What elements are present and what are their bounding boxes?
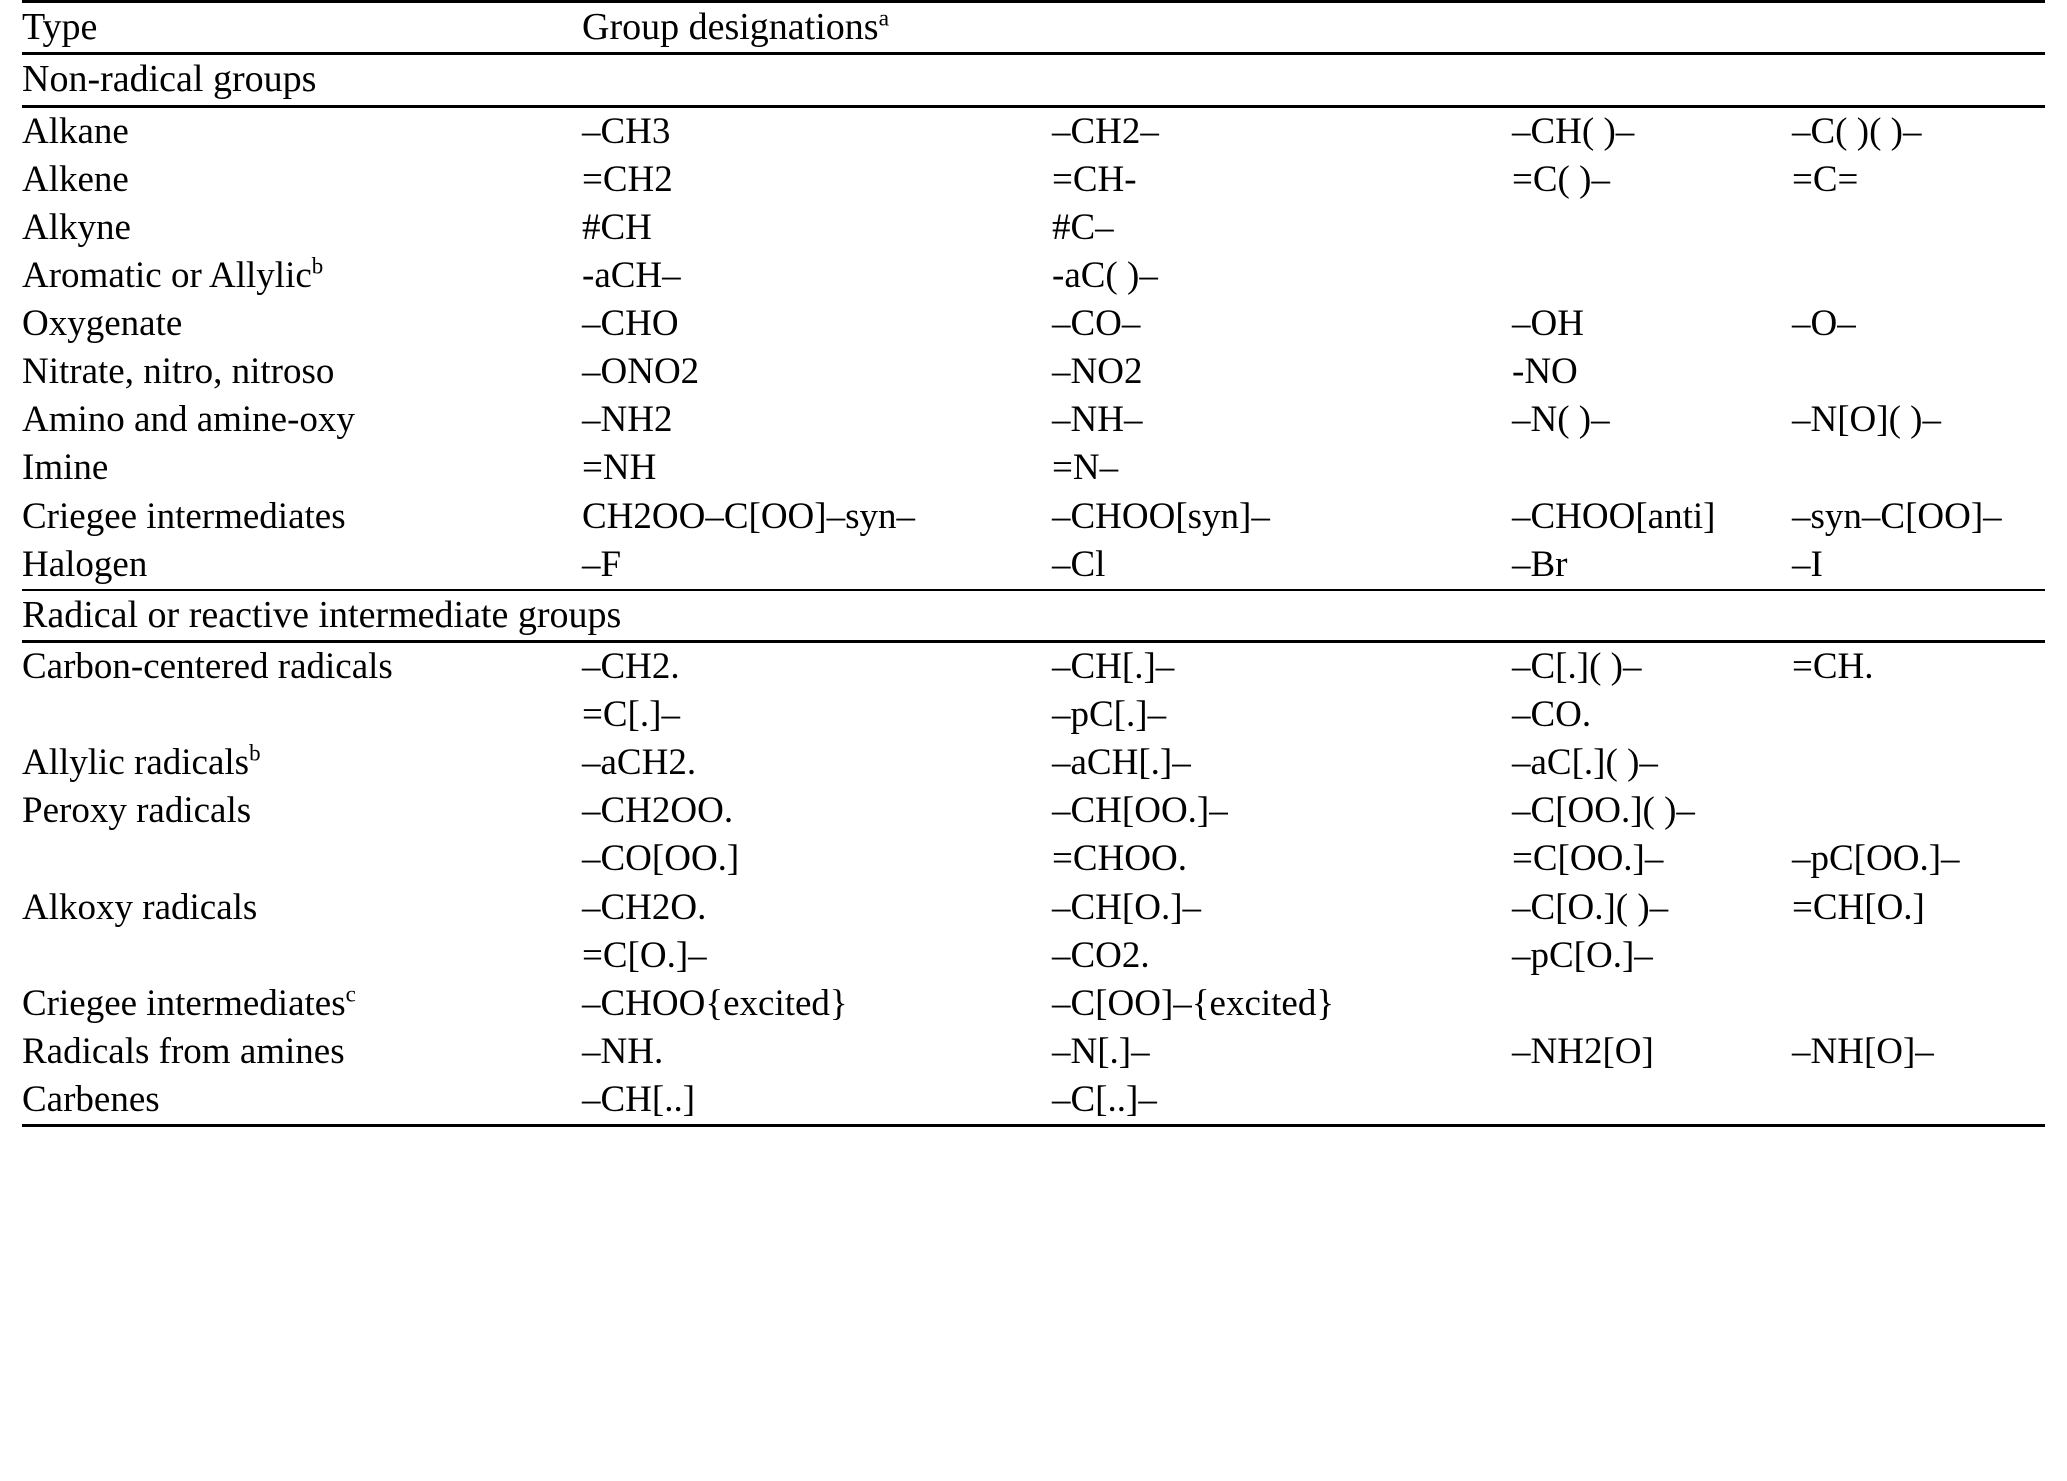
group-designation-4 (1792, 787, 2045, 835)
group-designation-3 (1512, 1076, 1792, 1126)
group-designation-4: –syn–C[OO]– (1792, 495, 2002, 537)
group-designation-1: –F (582, 543, 622, 585)
group-designation-4: –C( )( )– (1792, 110, 1922, 152)
group-designation-1: –ONO2 (582, 351, 700, 393)
group-designation-1: -aCH– (582, 255, 681, 297)
group-designation-2: =N– (1052, 447, 1119, 489)
group-designation-4 (1792, 252, 2045, 300)
group-designation-3 (1512, 980, 1792, 1028)
column-header-group-designations: Group designations$^a$ (582, 2, 2045, 54)
group-designation-4: –I (1792, 543, 1823, 585)
footnote-marker: c (345, 981, 356, 1007)
group-designation-2: –aCH[.]– (1052, 742, 1191, 784)
group-designation-1: –NH2 (582, 399, 673, 441)
group-designation-3: –C[OO.]( )– (1512, 790, 1695, 832)
table-row (22, 204, 2045, 252)
group-designation-1: –CO[OO.] (582, 838, 740, 880)
group-designation-1: =C[.]– (582, 694, 680, 736)
table-row (22, 835, 2045, 883)
section-title: Radical or reactive intermediate groups (22, 590, 2045, 642)
group-designation-2: –NH– (1052, 399, 1143, 441)
section-title: Non-radical groups (22, 54, 2045, 106)
group-designation-2: -aC( )– (1052, 255, 1158, 297)
row-type-label: Criegee intermediates (22, 495, 346, 537)
footnote-marker: b (249, 740, 261, 766)
group-designation-3 (1512, 252, 1792, 300)
group-designation-3: –C[.]( )– (1512, 646, 1642, 688)
row-type-label: Allylic radicals$^b$ (22, 740, 261, 784)
row-type-label: Alkyne (22, 206, 131, 248)
group-designation-4: =CH[O.] (1792, 886, 1925, 928)
section-header-row (22, 590, 2045, 642)
table-row (22, 884, 2045, 932)
group-designation-1: #CH (582, 206, 652, 248)
group-designation-3: -NO (1512, 351, 1578, 393)
group-designation-4: =CH. (1792, 646, 1874, 688)
group-designation-4 (1792, 739, 2045, 787)
group-designation-1: –CH[..] (582, 1076, 1052, 1126)
group-designation-2: =CH- (1052, 158, 1137, 200)
group-designation-2: –CH[O.]– (1052, 886, 1202, 928)
group-designation-4 (1792, 204, 2045, 252)
group-designation-1: –CH2O. (582, 886, 707, 928)
group-designation-2: –Cl (1052, 543, 1106, 585)
table-row (22, 1076, 2045, 1126)
table-row (22, 787, 2045, 835)
row-type-label: Imine (22, 447, 109, 489)
table-header-row (22, 2, 2045, 54)
group-designation-1: –CHO (582, 303, 679, 345)
group-designation-1: =NH (582, 447, 657, 489)
group-designation-2: –N[.]– (1052, 1030, 1150, 1072)
row-type-label: Radicals from amines (22, 1030, 345, 1072)
table-row (22, 444, 2045, 492)
row-type-label: Aromatic or Allylic$^b$ (22, 253, 324, 297)
group-designation-4: =C= (1792, 158, 1859, 200)
group-designation-4 (1792, 444, 2045, 492)
group-designation-3: –pC[O.]– (1512, 934, 1653, 976)
table-row (22, 980, 2045, 1028)
row-type-label: Amino and amine-oxy (22, 399, 355, 441)
row-type-label: Peroxy radicals (22, 790, 252, 832)
group-designation-3: –aC[.]( )– (1512, 742, 1658, 784)
footnote-marker: b (311, 253, 324, 279)
group-designation-1: =C[O.]– (582, 934, 707, 976)
group-designation-4 (1792, 932, 2045, 980)
table-row (22, 396, 2045, 444)
table-row (22, 642, 2045, 692)
table-row (22, 106, 2045, 156)
table-row (22, 156, 2045, 204)
group-designation-2: –NO2 (1052, 351, 1143, 393)
row-type-label: Carbenes (22, 1076, 582, 1126)
group-designation-1: –aCH2. (582, 742, 697, 784)
group-designation-3 (1512, 444, 1792, 492)
row-type-label: Nitrate, nitro, nitroso (22, 351, 335, 393)
group-designation-1: –NH. (582, 1030, 664, 1072)
group-designation-1: –CHOO{excited} (582, 982, 848, 1024)
group-designation-1: =CH2 (582, 158, 673, 200)
row-type-label (22, 691, 582, 739)
table-body (22, 2, 2045, 1126)
group-designation-4: –pC[OO.]– (1792, 838, 1960, 880)
group-designation-2: –C[..]– (1052, 1076, 1512, 1126)
group-designation-3: =C( )– (1512, 158, 1610, 200)
row-type-label: Alkoxy radicals (22, 886, 258, 928)
group-designation-3: –C[O.]( )– (1512, 886, 1669, 928)
group-designation-4 (1792, 980, 2045, 1028)
group-designation-1: –CH2OO. (582, 790, 734, 832)
row-type-label: Criegee intermediates$^c$ (22, 981, 356, 1024)
group-designation-3: –OH (1512, 303, 1584, 345)
group-designation-1: –CH3 (582, 110, 671, 152)
section-header-row (22, 54, 2045, 106)
group-designation-1: –CH2. (582, 646, 680, 688)
table-row (22, 739, 2045, 787)
group-designation-4 (1792, 691, 2045, 739)
group-designation-2: –CO2. (1052, 934, 1150, 976)
group-designation-4 (1792, 1076, 2045, 1126)
group-designation-2: –CH[.]– (1052, 646, 1175, 688)
table-row (22, 1028, 2045, 1076)
table-row (22, 348, 2045, 396)
group-designation-4: –O– (1792, 303, 1856, 345)
group-designation-2: –C[OO]–{excited} (1052, 982, 1335, 1024)
table-row (22, 932, 2045, 980)
group-designation-2: –pC[.]– (1052, 694, 1167, 736)
group-designation-4 (1792, 348, 2045, 396)
group-designation-3: –N( )– (1512, 399, 1610, 441)
row-type-label: Alkane (22, 110, 129, 152)
group-designation-3: –CO. (1512, 694, 1592, 736)
group-designation-3: =C[OO.]– (1512, 838, 1664, 880)
group-designation-1: CH2OO–C[OO]–syn– (582, 495, 915, 537)
group-designations-table (22, 0, 2045, 1127)
table-row (22, 252, 2045, 300)
row-type-label: Halogen (22, 543, 148, 585)
group-designation-2: –CH2– (1052, 110, 1159, 152)
table-row (22, 541, 2045, 590)
group-designation-3: –NH2[O] (1512, 1030, 1654, 1072)
group-designation-2: –CH[OO.]– (1052, 790, 1228, 832)
table-row (22, 691, 2045, 739)
group-designation-3 (1512, 204, 1792, 252)
row-type-label: Alkene (22, 158, 129, 200)
group-designation-4: –NH[O]– (1792, 1030, 1934, 1072)
footnote-marker: a (878, 5, 890, 32)
row-type-label (22, 835, 582, 883)
group-designation-4: –N[O]( )– (1792, 399, 1941, 441)
group-designation-3: –Br (1512, 543, 1568, 585)
group-designation-3: –CHOO[anti] (1512, 495, 1716, 537)
row-type-label (22, 932, 582, 980)
row-type-label: Oxygenate (22, 303, 183, 345)
group-designation-2: #C– (1052, 206, 1114, 248)
group-designation-2: =CHOO. (1052, 838, 1187, 880)
table-row (22, 493, 2045, 541)
group-designation-3: –CH( )– (1512, 110, 1635, 152)
column-header-type: Type (22, 2, 582, 54)
group-designation-2: –CO– (1052, 303, 1141, 345)
group-designation-2: –CHOO[syn]– (1052, 495, 1270, 537)
table-row (22, 300, 2045, 348)
row-type-label: Carbon-centered radicals (22, 646, 393, 688)
